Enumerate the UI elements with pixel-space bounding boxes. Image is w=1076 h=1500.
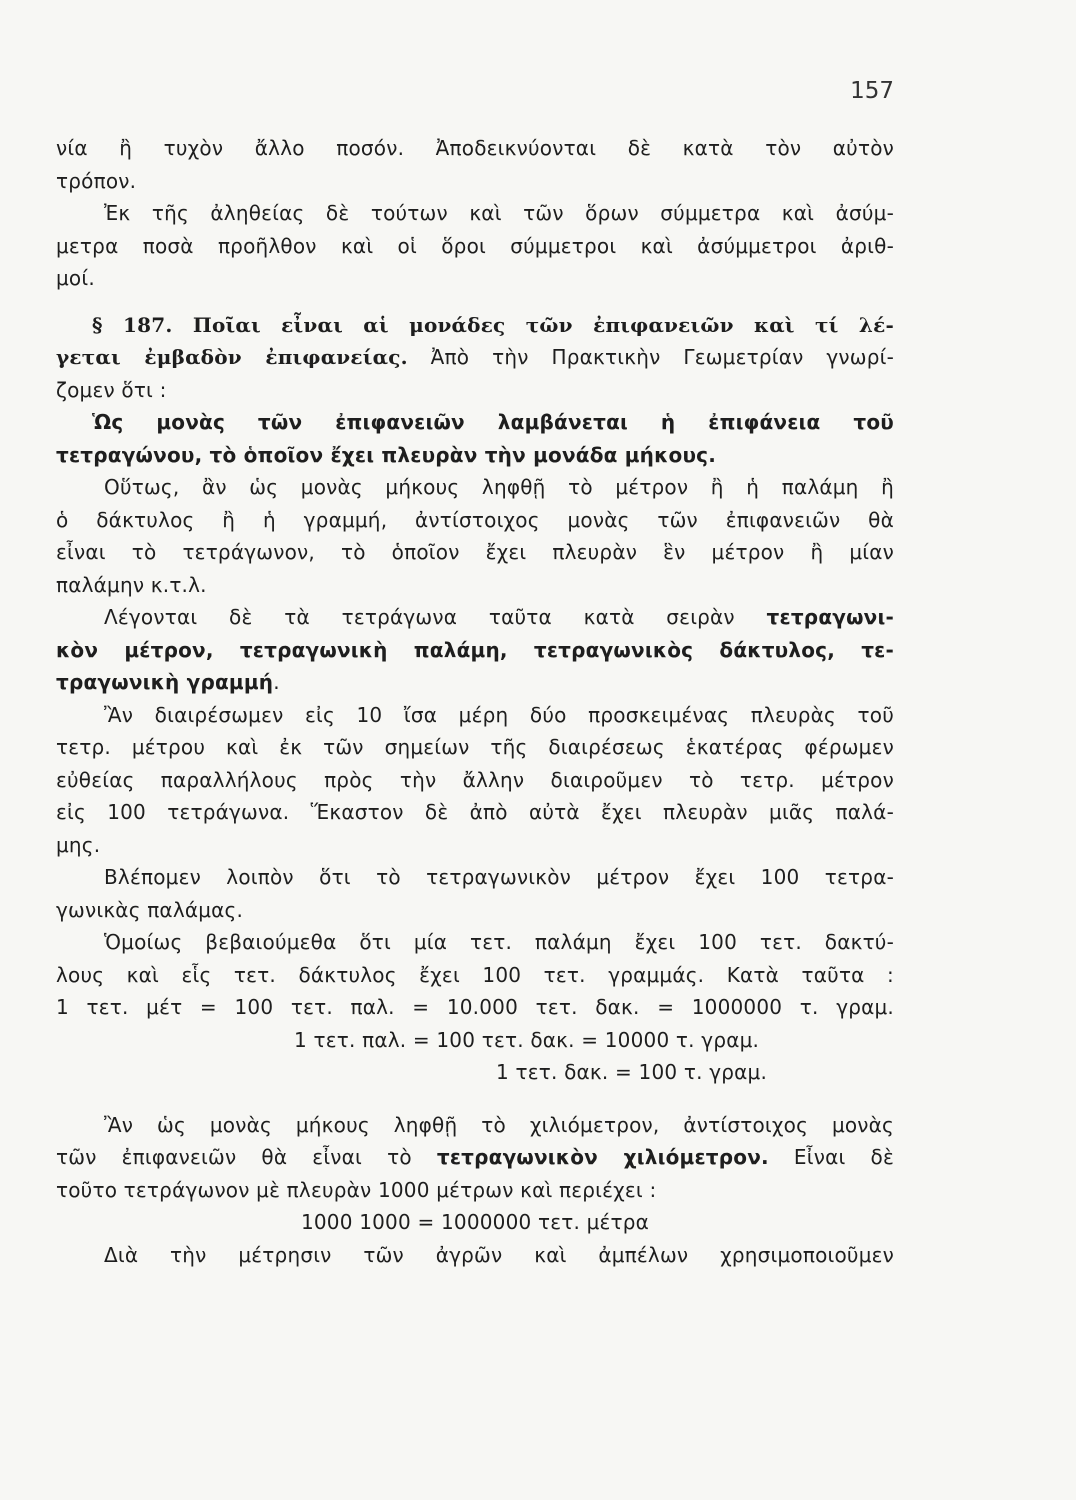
text-line: τετρ. μέτρου καὶ ἐκ τῶν σημείων τῆς διαιρέσεως ἑκατέρας φέρωμεν	[56, 735, 894, 759]
definition-line: τετραγώνου, τὸ ὁποῖον ἔχει πλευρὰν τὴν μονάδα μήκους.	[56, 442, 717, 467]
definition-line: Ὡς μονὰς τῶν ἐπιφανειῶν λαμβάνεται ἡ ἐπιφάνεια τοῦ	[92, 410, 894, 434]
text-line: εἶναι τὸ τετράγωνον, τὸ ὁποῖον ἔχει πλευρὰν ἓν μέτρον ἢ μίαν	[56, 540, 894, 564]
bold-term: τετραγωνι-	[766, 605, 894, 629]
text-line: μης.	[56, 832, 101, 857]
text-run: τῶν ἐπιφανειῶν θὰ εἶναι τὸ	[56, 1145, 437, 1169]
book-page	[56, 0, 894, 1500]
conversion-row-1: 1 τετ. μέτ = 100 τετ. παλ. = 10.000 τετ. δακ. = 1000000 τ. γραμ.	[56, 995, 894, 1019]
conversion-row-3: 1 τετ. δακ. = 100 τ. γραμ.	[496, 1060, 768, 1084]
text-line	[56, 666, 894, 699]
text-line: ζομεν ὅτι :	[56, 377, 167, 402]
text-line: εἰς 100 τετράγωνα. Ἕκαστον δὲ ἀπὸ αὐτὰ ἔχει πλευρὰν μιᾶς παλά-	[56, 800, 894, 824]
text-run: Ἀπὸ τὴν Πρακτικὴν Γεωμετρίαν γνωρί-	[407, 345, 895, 369]
section-heading-continuation	[56, 341, 894, 374]
text-line: Βλέπομεν λοιπὸν ὅτι τὸ τετραγωνικὸν μέτρον ἔχει 100 τετρα-	[104, 865, 894, 889]
section-heading-end: γεται ἐμβαδὸν ἐπιφανείας.	[56, 345, 408, 369]
bold-term-line: κὸν μέτρον, τετραγωνικὴ παλάμη, τετραγωνικὸς δάκτυλος, τε-	[56, 637, 894, 662]
text-line: παλάμην κ.τ.λ.	[56, 572, 207, 597]
page-number: 157	[850, 78, 894, 104]
text-line: μετρα ποσὰ προῆλθον καὶ οἱ ὅροι σύμμετροι καὶ ἀσύμμετροι ἀριθ-	[56, 233, 894, 258]
text-run: Λέγονται δὲ τὰ τετράγωνα ταῦτα κατὰ σειρὰν	[104, 605, 767, 629]
text-line: Ὁμοίως βεβαιούμεθα ὅτι μία τετ. παλάμη ἔχει 100 τετ. δακτύ-	[104, 930, 894, 954]
bold-term: τετραγωνικὸν χιλιόμετρον.	[436, 1145, 769, 1169]
text-line: Διὰ τὴν μέτρησιν τῶν ἀγρῶν καὶ ἀμπέλων χρησιμοποιοῦμεν	[104, 1242, 894, 1267]
page-body	[56, 132, 894, 1271]
text-line: λους καὶ εἷς τετ. δάκτυλος ἔχει 100 τετ. γραμμάς. Κατὰ ταῦτα :	[56, 962, 894, 987]
conversion-row-2: 1 τετ. παλ. = 100 τετ. δακ. = 10000 τ. γραμ.	[294, 1027, 760, 1052]
text-line	[56, 601, 894, 634]
text-line: Οὕτως, ἂν ὡς μονὰς μήκους ληφθῇ τὸ μέτρον ἢ ἡ παλάμη ἢ	[104, 475, 894, 499]
section-heading: § 187. Ποῖαι εἶναι αἱ μονάδες τῶν ἐπιφανειῶν καὶ τί λέ-	[92, 312, 894, 337]
text-line: Ἂν διαιρέσωμεν εἰς 10 ἴσα μέρη δύο προσκειμένας πλευρὰς τοῦ	[104, 702, 894, 727]
text-line: εὐθείας παραλλήλους πρὸς τὴν ἄλλην διαιροῦμεν τὸ τετρ. μέτρον	[56, 767, 894, 792]
text-run: Εἶναι δὲ	[768, 1145, 894, 1169]
text-line: Ἐκ τῆς ἀληθείας δὲ τούτων καὶ τῶν ὅρων σύμμετρα καὶ ἀσύμ-	[104, 201, 894, 225]
text-line: μοί.	[56, 266, 95, 290]
text-line: ὁ δάκτυλος ἢ ἡ γραμμή, ἀντίστοιχος μονὰς τῶν ἐπιφανειῶν θὰ	[56, 507, 894, 532]
text-line: γωνικὰς παλάμας.	[56, 897, 244, 922]
text-run: .	[273, 670, 280, 694]
text-line: νία ἢ τυχὸν ἄλλο ποσόν. Ἀποδεικνύονται δὲ κατὰ τὸν αὐτὸν	[56, 136, 894, 160]
bold-term: τραγωνικὴ γραμμή	[56, 670, 274, 694]
text-line: τοῦτο τετράγωνον μὲ πλευρὰν 1000 μέτρων καὶ περιέχει :	[56, 1177, 657, 1202]
formula-line: 1000 1000 = 1000000 τετ. μέτρα	[300, 1210, 650, 1234]
text-line: τρόπον.	[56, 168, 137, 193]
text-line	[56, 1141, 894, 1174]
text-line: Ἂν ὡς μονὰς μήκους ληφθῇ τὸ χιλιόμετρον, ἀντίστοιχος μονὰς	[104, 1112, 894, 1137]
